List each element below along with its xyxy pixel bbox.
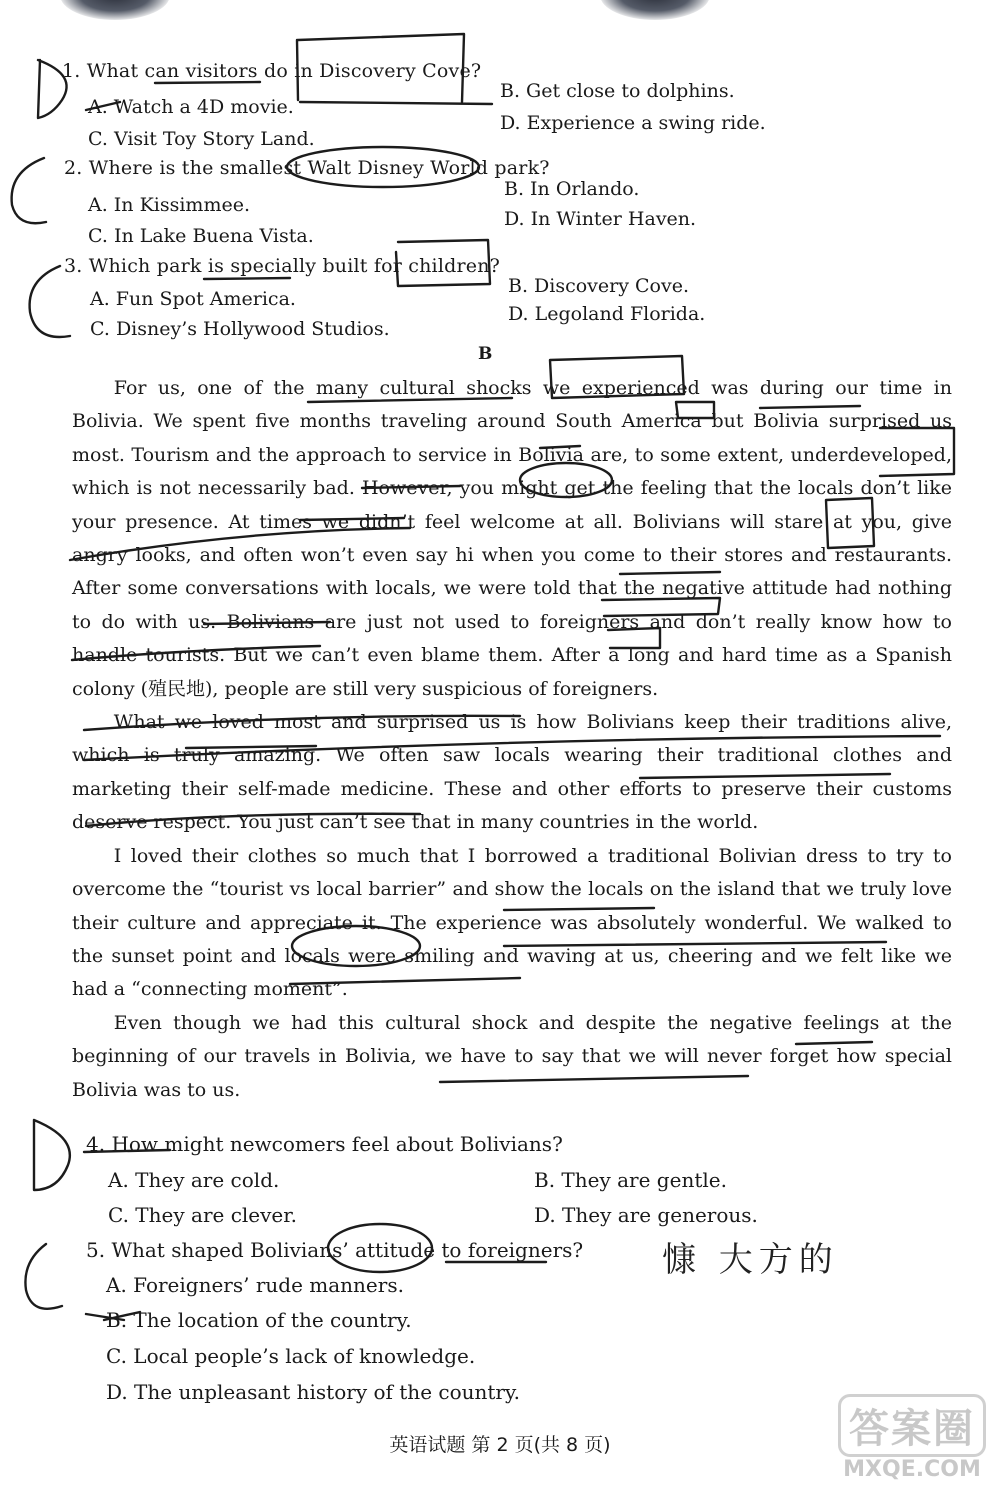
- question-2-option-c: C. In Lake Buena Vista.: [88, 225, 314, 247]
- scan-blot: [60, 0, 170, 20]
- question-5-option-b: B. The location of the country.: [106, 1308, 412, 1332]
- passage-paragraph: Even though we had this cultural shock and despite the negative feelings at the beginning of our travels in Bolivia, we have to say that we will never forget how special Bolivia was to us.: [72, 1011, 952, 1101]
- watermark-logo: 答案圈: [838, 1394, 986, 1457]
- handwritten-answer-c: [25, 1244, 62, 1309]
- question-2-option-d: D. In Winter Haven.: [504, 208, 697, 230]
- question-2-option-b: B. In Orlando.: [504, 178, 640, 200]
- handwritten-answer-c: [12, 158, 46, 223]
- question-4-option-d: D. They are generous.: [534, 1203, 758, 1227]
- question-4-option-a: A. They are cold.: [108, 1168, 280, 1192]
- question-3-option-a: A. Fun Spot America.: [90, 288, 296, 310]
- question-3-stem: 3. Which park is specially built for children?: [64, 255, 501, 277]
- passage-paragraph: For us, one of the many cultural shocks we experienced was during our time in Bolivia. We spent five months traveling around South America but Bolivia surprised us most. Tourism and the approach to service in Bolivia are, to some extent, underdeveloped, which is not necessarily bad. However, you might get the feeling that the locals don’t like your presence. At times we didn’t feel welcome at all. Bolivians will stare at you, give angry looks, and often won’t even say hi when you come to their stores and restaurants. After some conversations with locals, we were told that the negative attitude had nothing to do with us. Bolivians are just not used to foreigners and don’t really know how to handle tourists. But we can’t even blame them. After a long and hard time as a Spanish colony (殖民地), people are still very suspicious of foreigners.: [72, 377, 952, 700]
- handwritten-answer-d: [34, 1120, 70, 1190]
- passage-paragraph: I loved their clothes so much that I borrowed a traditional Bolivian dress to try to overcome the “tourist vs local barrier” and show the locals on the island that we truly love their culture and appreciate it. The experience was absolutely wonderful. We walked to the sunset point and locals were smiling and waving at us, cheering and we felt like we had a “connecting moment”.: [72, 844, 952, 1001]
- passage-paragraph: What we loved most and surprised us is how Bolivians keep their traditions alive, which is truly amazing. We often saw locals wearing their traditional clothes and marketing their self-made medicine. These and other efforts to preserve their customs deserve respect. You just can’t see that in many countries in the world.: [72, 711, 952, 834]
- question-4-stem: 4. How might newcomers feel about Bolivians?: [86, 1132, 563, 1156]
- question-2-option-a: A. In Kissimmee.: [88, 194, 250, 216]
- question-1-option-c: C. Visit Toy Story Land.: [88, 128, 315, 150]
- handwritten-note: 慷 大方的: [662, 1240, 839, 1280]
- question-5-option-a: A. Foreigners’ rude manners.: [106, 1273, 404, 1297]
- question-5-stem: 5. What shaped Bolivians’ attitude to foreigners?: [86, 1238, 584, 1262]
- watermark: [838, 1394, 986, 1482]
- question-4-option-c: C. They are clever.: [108, 1203, 297, 1227]
- scan-blot: [600, 0, 710, 20]
- watermark-url: MXQE.COM: [843, 1457, 981, 1482]
- question-4-option-b: B. They are gentle.: [534, 1168, 727, 1192]
- question-5-option-c: C. Local people’s lack of knowledge.: [106, 1344, 476, 1368]
- question-1-option-a: A. Watch a 4D movie.: [88, 96, 294, 118]
- question-5-option-d: D. The unpleasant history of the country.: [106, 1380, 520, 1404]
- question-2-stem: 2. Where is the smallest Walt Disney World park?: [64, 157, 550, 179]
- question-1-option-b: B. Get close to dolphins.: [500, 80, 735, 102]
- reading-passage: [72, 372, 952, 1107]
- section-heading: B: [478, 344, 493, 364]
- question-1-option-d: D. Experience a swing ride.: [500, 112, 766, 134]
- question-3-option-c: C. Disney’s Hollywood Studios.: [90, 318, 390, 340]
- question-3-option-d: D. Legoland Florida.: [508, 303, 706, 325]
- page-footer: 英语试题 第 2 页(共 8 页): [389, 1434, 611, 1456]
- question-3-option-b: B. Discovery Cove.: [508, 275, 690, 297]
- question-1-stem: 1. What can visitors do in Discovery Cove?: [62, 60, 482, 82]
